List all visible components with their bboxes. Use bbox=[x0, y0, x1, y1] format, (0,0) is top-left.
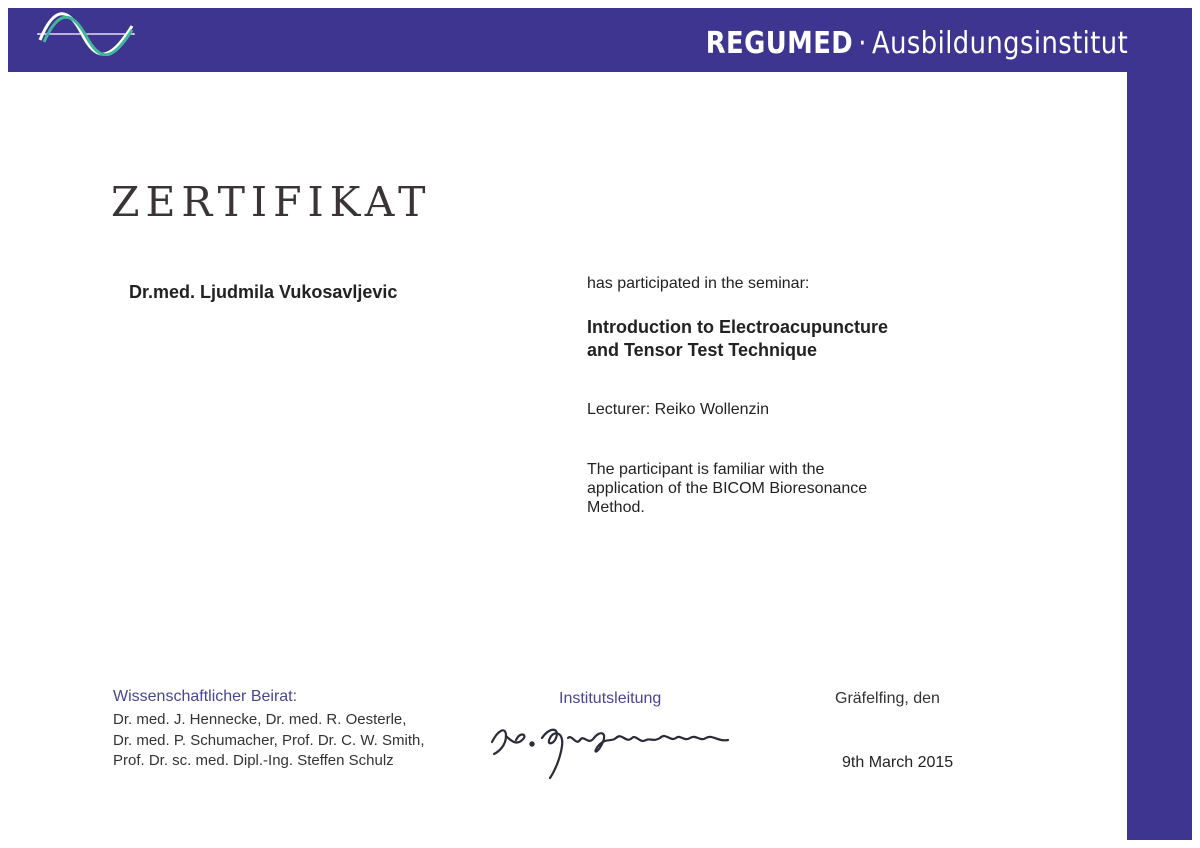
institute-management-label: Institutsleitung bbox=[559, 690, 662, 707]
seminar-intro: has participated in the seminar: bbox=[587, 275, 810, 292]
statement-line: Method. bbox=[587, 499, 645, 516]
board-member-line: Dr. med. J. Hennecke, Dr. med. R. Oesterle, bbox=[113, 711, 407, 728]
seminar-title-line: and Tensor Test Technique bbox=[587, 340, 818, 360]
certificate-title: ZERTIFIKAT bbox=[111, 178, 432, 226]
brand-name: REGUMED bbox=[705, 26, 853, 61]
seminar-title-line: Introduction to Electroacupuncture bbox=[587, 317, 889, 337]
brand-subtitle: Ausbildungsinstitut bbox=[871, 26, 1128, 61]
statement-line: application of the BICOM Bioresonance bbox=[587, 480, 868, 497]
participant-name: Dr.med. Ljudmila Vukosavljevic bbox=[129, 282, 398, 302]
board-member-line: Prof. Dr. sc. med. Dipl.-Ing. Steffen Schulz bbox=[113, 752, 394, 769]
board-member-line: Dr. med. P. Schumacher, Prof. Dr. C. W. Smith, bbox=[113, 731, 425, 749]
seminar-title bbox=[587, 316, 1027, 362]
sine-wave-logo-icon bbox=[36, 12, 136, 56]
signature-icon bbox=[484, 716, 744, 782]
statement-line: The participant is familiar with the bbox=[587, 461, 825, 478]
institute-brand bbox=[706, 26, 1128, 61]
side-band bbox=[1127, 8, 1192, 840]
certificate-date: 9th March 2015 bbox=[842, 754, 954, 771]
lecturer: Lecturer: Reiko Wollenzin bbox=[587, 401, 770, 418]
advisory-board-members bbox=[113, 710, 473, 772]
advisory-board-label: Wissenschaftlicher Beirat: bbox=[113, 688, 298, 705]
place-label: Gräfelfing, den bbox=[835, 690, 940, 707]
participant-statement bbox=[587, 460, 917, 517]
brand-separator: · bbox=[858, 26, 867, 61]
